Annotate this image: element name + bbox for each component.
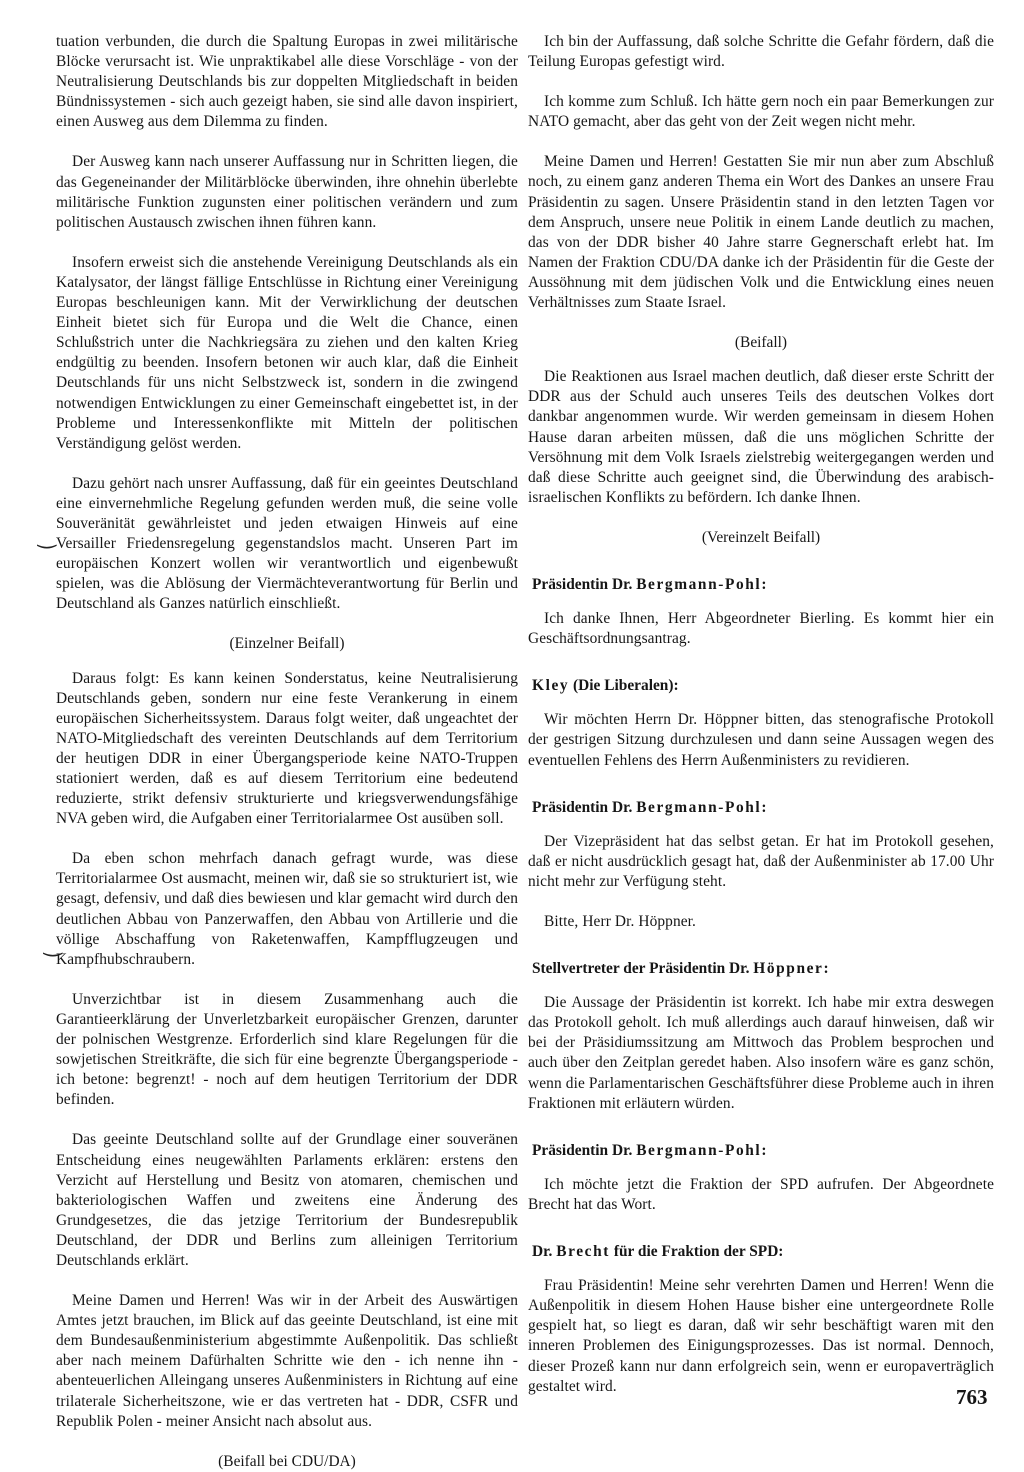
paragraph: Die Aussage der Präsidentin ist korrekt. Ich habe mir extra deswegen das Protokoll geholt. Ich muß allerdings auch darauf hinweisen, daß wir bei der Präsidiumssitzung am Mittwoch das Problem besprochen und auch über den Zeitplan geredet haben. Also insofern wäre es ganz schön, wenn die Parlamentarischen Geschäftsführer diese Probleme auch in ihren Fraktionen mit erläutern würden. bbox=[528, 994, 994, 1112]
speaker-heading: Kley (Die Liberalen): bbox=[532, 677, 679, 695]
applause-note: (Vereinzelt Beifall) bbox=[701, 528, 821, 546]
speaker-heading: Präsidentin Dr. Bergmann-Pohl: bbox=[532, 575, 767, 593]
paragraph: Ich danke Ihnen, Herr Abgeordneter Bierling. Es kommt hier ein Geschäftsordnungsantrag. bbox=[528, 610, 994, 648]
applause-note: (Beifall bei CDU/DA) bbox=[218, 1452, 356, 1470]
paragraph: Ich komme zum Schluß. Ich hätte gern noch ein paar Bemerkungen zur NATO gemacht, aber das geht von der Zeit wegen nicht mehr. bbox=[528, 93, 994, 131]
paragraph: Das geeinte Deutschland sollte auf der Grundlage einer souveränen Entscheidung eines neugewählten Parlaments erklären: erstens den Verzicht auf Herstellung und Besitz von atomaren, chemischen und bakteriologischen Waffen und zweitens eine Änderung des Grundgesetzes, die das jetzige Territorium der Bundesrepublik Deutschland, der DDR und Berlins zum alleinigen Territorium Deutschlands erklärt. bbox=[56, 1131, 518, 1269]
speaker-heading: Dr. Brecht für die Fraktion der SPD: bbox=[532, 1243, 784, 1261]
page-number: 763 bbox=[956, 1385, 988, 1409]
paragraph: Der Vizepräsident hat das selbst getan. Er hat im Protokoll gesehen, daß er nicht ausdrücklich gesagt hat, daß der Außenminister ab 17.00 Uhr nicht mehr zur Verfügung steht. bbox=[528, 832, 994, 890]
speaker-heading: Stellvertreter der Präsidentin Dr. Höppner: bbox=[532, 960, 829, 978]
paragraph: Unverzichtbar ist in diesem Zusammenhang auch die Garantieerklärung der Unverletzbarkeit europäischer Grenzen, darunter der polnischen Westgrenze. Erforderlich sind klare Regelungen für die sowjetischen Streitkräfte, die sich für eine begrenzte Übergangsperiode - ich betone: begrenzt! - noch auf dem heutigen Territorium der DDR befinden. bbox=[56, 990, 518, 1109]
paragraph: Daraus folgt: Es kann keinen Sonderstatus, keine Neutralisierung Deutschlands geben, sondern nur eine feste Verankerung in einem europäischen Sicherheitssystem. Daraus folgt weiter, daß ungeachtet der NATO-Mitgliedschaft des vereinten Deutschlands auf dem Territorium der heutigen DDR in einer Übergangsperiode keine NATO-Truppen stationiert werden, daß es auf diesem Territorium eine bedeutend reduzierte, strikt defensiv strukturierte und kriegsverwendungsfähige NVA geben wird, die Aufgaben einer Territorialarmee Ost ausüben soll. bbox=[56, 669, 518, 828]
paragraph: Da eben schon mehrfach danach gefragt wurde, was diese Territorialarmee Ost ausmacht, meinen wir, daß sie so strukturiert ist, wie gesagt, defensiv, und daß dies bewiesen und klar gemacht wird durch den deutlichen Abbau von Panzerwaffen, den Abbau von Artillerie und die völlige Abschaffung von Raketenwaffen, Kampfflugzeugen und Kampfhubschraubern. bbox=[56, 850, 518, 968]
applause-note: (Beifall) bbox=[734, 334, 788, 352]
paragraph: tuation verbunden, die durch die Spaltung Europas in zwei militärische Blöcke verursacht ist. Wie unpraktikabel alle diese Vorschläge - von der Neutralisierung Deutschlands bis zur doppelten Mitgliedschaft in beiden Bündnissystemen - sich auch gezeigt haben, sie sind alle davon inspiriert, einen Ausweg aus dem Dilemma zu finden. bbox=[56, 33, 518, 131]
paragraph: Wir möchten Herrn Dr. Höppner bitten, das stenografische Protokoll der gestrigen Sitzung durchzulesen und dann seine Aussagen wegen des eventuellen Fehlens des Herrn Außenministers zu revidieren. bbox=[528, 711, 994, 769]
paragraph: Meine Damen und Herren! Gestatten Sie mir nun aber zum Abschluß noch, zu einem ganz anderen Thema ein Wort des Dankes an unsere Frau Präsidentin zu sagen. Unsere Präsidentin stand in den letzten Tagen vor dem Anspruch, unsere neue Politik in einem Lande deutlich zu machen, das von der DDR bisher 40 Jahre starre Gegnerschaft erlebt hat. Im Namen der Fraktion CDU/DA danke ich der Präsidentin für die Geste der Aussöhnung mit dem jüdischen Volk und die Entwicklung eines neuen Verhältnisses zum Staate Israel. bbox=[528, 153, 994, 312]
speaker-heading: Präsidentin Dr. Bergmann-Pohl: bbox=[532, 798, 767, 816]
left-column bbox=[56, 32, 518, 1472]
paragraph: Bitte, Herr Dr. Höppner. bbox=[544, 913, 696, 930]
paragraph: Ich möchte jetzt die Fraktion der SPD aufrufen. Der Abgeordnete Brecht hat das Wort. bbox=[528, 1175, 994, 1213]
margin-pen-mark: ‿ bbox=[44, 932, 62, 957]
speaker-heading: Präsidentin Dr. Bergmann-Pohl: bbox=[532, 1141, 767, 1159]
paragraph: Die Reaktionen aus Israel machen deutlich, daß dieser erste Schritt der DDR aus der Schuld auch unseres Teils des deutschen Volkes dort dankbar angenommen wurde. Wir werden gemeinsam in diesem Hohen Hause daran arbeiten müssen, daß die uns möglichen Schritte der Versöhnung mit dem Volk Israels zielstrebig weitergegangen werden und daß diese Schritte auch geeignet sind, die Überwindung des arabisch-israelischen Konflikts zu befördern. Ich danke Ihnen. bbox=[528, 368, 994, 506]
paragraph: Dazu gehört nach unsrer Auffassung, daß für ein geeintes Deutschland eine einvernehmliche Regelung gefunden werden muß, die seine volle Souveränität gewährleistet und jeden etwaigen Hinweis auf eine Versailler Friedensregelung gegenstandslos macht. Unseren Part im europäischen Konzert wollen wir verantwortlich und eigenbewußt spielen, was die Ablösung der Viermächteverantwortung für Berlin und Deutschland als Ganzes natürlich einschließt. bbox=[56, 474, 518, 613]
paragraph: Insofern erweist sich die anstehende Vereinigung Deutschlands als ein Katalysator, der längst fällige Entschlüsse in Richtung einer Vereinigung Europas beschleunigen kann. Mit der Verwirklichung der deutschen Einheit bietet sich für Europa und die Welt die Chance, einen Schlußstrich unter die Nachkriegsära zu ziehen und den kalten Krieg endgültig zu beenden. Insofern betonen wir auch klar, daß die Einheit Deutschlands für uns nicht Selbstzweck ist, sondern in die zwingend notwendigen Entwicklungen zu einer Gemeinschaft eingebettet ist, in der Probleme und Interessenkonflikte mit Mitteln der politischen Verständigung gelöst werden. bbox=[56, 253, 518, 452]
margin-pen-mark: ‿ bbox=[38, 524, 56, 549]
applause-note: (Einzelner Beifall) bbox=[229, 635, 345, 653]
right-column bbox=[528, 32, 994, 1397]
paragraph: Der Ausweg kann nach unserer Auffassung nur in Schritten liegen, die das Gegeneinander der Militärblöcke überwinden, ihre ohnehin überlebte militärische Funktion zugunsten einer politischen verändern und zum politischen Austausch zwischen ihnen führen kann. bbox=[56, 153, 518, 231]
paragraph: Meine Damen und Herren! Was wir in der Arbeit des Auswärtigen Amtes jetzt brauchen, im Blick auf das geeinte Deutschland, ist eine mit dem Bundesaußenministerium abgestimmte Außenpolitik. Das schließt aber nach meinem Dafürhalten Schritte wie den - ich nenne ihn - abenteuerlichen Alleingang unseres Außenministers in Richtung auf eine trilaterale Sicherheitszone, wie er das vertreten hat - DDR, CSFR und Republik Polen - meiner Ansicht nach absolut aus. bbox=[56, 1292, 518, 1430]
paragraph: Ich bin der Auffassung, daß solche Schritte die Gefahr fördern, daß die Teilung Europas gefestigt wird. bbox=[528, 33, 994, 71]
paragraph: Frau Präsidentin! Meine sehr verehrten Damen und Herren! Wenn die Außenpolitik in diesem Hohen Hause bisher eine untergeordnete Rolle gespielt hat, so liegt es daran, daß wir sehr beschäftigt waren mit den inneren Problemen des Einigungsprozesses. Das ist normal. Dennoch, dieser Prozeß kann nur dann erfolgreich sein, wenn er europaverträglich gestaltet wird. bbox=[528, 1277, 994, 1395]
